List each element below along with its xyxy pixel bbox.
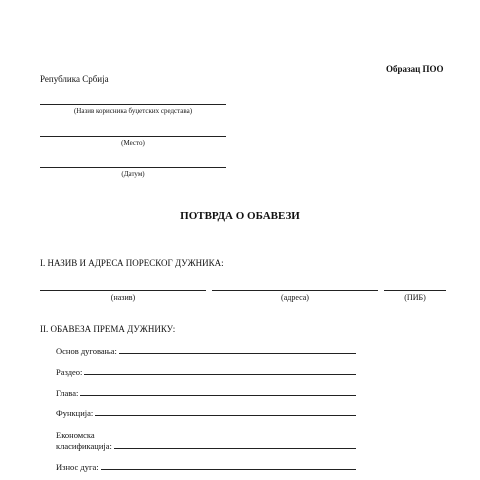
econ-class-field[interactable] xyxy=(56,441,356,451)
date-caption: (Датум) xyxy=(121,170,145,178)
amount-label: Износ дуга: xyxy=(56,462,99,472)
section2-heading: II. ОБАВЕЗА ПРЕМА ДУЖНИКУ: xyxy=(40,324,176,334)
debtor-pib-line[interactable] xyxy=(384,290,446,291)
debtor-pib-caption: (ПИБ) xyxy=(404,293,426,302)
place-line[interactable] xyxy=(40,136,226,137)
basis-field[interactable] xyxy=(56,346,356,356)
section-label: Раздео: xyxy=(56,367,83,377)
function-field[interactable] xyxy=(56,408,356,418)
debtor-name-caption: (назив) xyxy=(110,293,136,302)
section-field[interactable] xyxy=(56,367,356,377)
republic-label: Република Србија xyxy=(40,74,109,84)
basis-label: Основ дуговања: xyxy=(56,346,117,356)
econ-label-line1: Економска xyxy=(56,430,95,440)
head-field[interactable] xyxy=(56,388,356,398)
function-label: Функција: xyxy=(56,408,94,418)
document-title: ПОТВРДА О ОБАВЕЗИ xyxy=(180,210,300,222)
amount-field[interactable] xyxy=(56,462,356,472)
date-line[interactable] xyxy=(40,167,226,168)
debtor-name-line[interactable] xyxy=(40,290,206,291)
econ-label-line2: класификација: xyxy=(56,441,112,451)
form-code: Образац ПОО xyxy=(386,64,444,74)
place-caption: (Место) xyxy=(121,139,145,147)
debtor-address-caption: (адреса) xyxy=(281,293,309,302)
head-label: Глава: xyxy=(56,388,79,398)
debtor-address-line[interactable] xyxy=(212,290,378,291)
entity-name-line[interactable] xyxy=(40,104,226,105)
section1-heading: I. НАЗИВ И АДРЕСА ПОРЕСКОГ ДУЖНИКА: xyxy=(40,258,224,268)
entity-name-caption: (Назив корисника буџетских средстава) xyxy=(73,107,193,115)
